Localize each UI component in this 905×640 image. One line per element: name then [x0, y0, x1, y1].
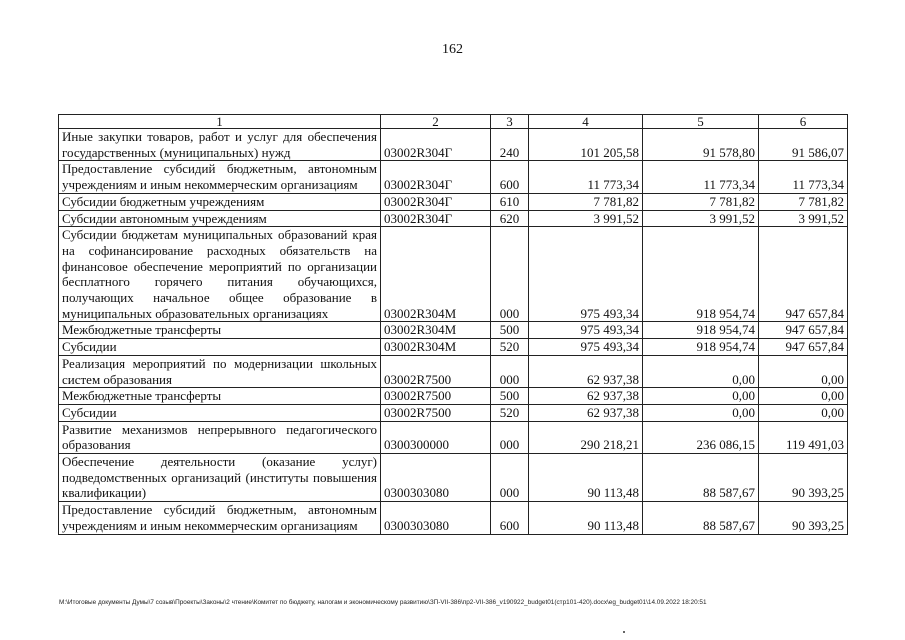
cell-v3: 90 393,25	[759, 454, 848, 502]
cell-v2: 236 086,15	[643, 421, 759, 453]
cell-v1: 290 218,21	[529, 421, 643, 453]
cell-code: 0300300000	[381, 421, 491, 453]
cell-desc: Субсидии бюджетам муниципальных образований края на софинансирование расходных обязательств на финансовое обеспечение мероприятий по организации бесплатного горячего питания обучающихся, получающих начальное общее образование в муниципальных образовательных организациях	[59, 227, 381, 322]
cell-v1: 62 937,38	[529, 355, 643, 387]
cell-type: 000	[491, 454, 529, 502]
cell-v2: 88 587,67	[643, 454, 759, 502]
cell-desc: Предоставление субсидий бюджетным, автономным учреждениям и иным некоммерческим организациям	[59, 502, 381, 534]
cell-v2: 7 781,82	[643, 193, 759, 210]
cell-v3: 0,00	[759, 404, 848, 421]
cell-type: 500	[491, 322, 529, 339]
cell-type: 600	[491, 502, 529, 534]
cell-v3: 0,00	[759, 388, 848, 405]
cell-v2: 88 587,67	[643, 502, 759, 534]
cell-v2: 918 954,74	[643, 227, 759, 322]
cell-v3: 947 657,84	[759, 339, 848, 356]
cell-v3: 90 393,25	[759, 502, 848, 534]
table-row	[59, 210, 848, 227]
cell-v1: 101 205,58	[529, 129, 643, 161]
table-row	[59, 322, 848, 339]
page-number: 162	[442, 42, 463, 57]
cell-v3: 7 781,82	[759, 193, 848, 210]
cell-type: 520	[491, 404, 529, 421]
cell-v1: 11 773,34	[529, 161, 643, 193]
cell-code: 0300303080	[381, 454, 491, 502]
table-row	[59, 227, 848, 322]
table-row	[59, 355, 848, 387]
cell-v1: 975 493,34	[529, 339, 643, 356]
column-header: 3	[491, 115, 529, 129]
cell-v3: 947 657,84	[759, 322, 848, 339]
cell-code: 03002R304Г	[381, 161, 491, 193]
cell-v3: 119 491,03	[759, 421, 848, 453]
cell-desc: Реализация мероприятий по модернизации школьных систем образования	[59, 355, 381, 387]
cell-v3: 91 586,07	[759, 129, 848, 161]
column-header: 1	[59, 115, 381, 129]
cell-v1: 3 991,52	[529, 210, 643, 227]
footer-file-path: M:\Итоговые документы Думы\7 созыв\Проекты\Законы\2 чтение\Комитет по бюджету, налогам и экономическому развитию\ЗП-VII-386\пр2-VII-386_v190922_budget01(стр101-420).docx\eg_budget01\14.09.2022 18:20:51	[59, 599, 707, 606]
cell-desc: Предоставление субсидий бюджетным, автономным учреждениям и иным некоммерческим организациям	[59, 161, 381, 193]
cell-v3: 11 773,34	[759, 161, 848, 193]
column-header: 2	[381, 115, 491, 129]
table-row	[59, 161, 848, 193]
table-row	[59, 421, 848, 453]
cell-desc: Субсидии	[59, 404, 381, 421]
cell-desc: Межбюджетные трансферты	[59, 322, 381, 339]
cell-v3: 947 657,84	[759, 227, 848, 322]
cell-type: 500	[491, 388, 529, 405]
cell-type: 000	[491, 421, 529, 453]
cell-v3: 0,00	[759, 355, 848, 387]
cell-v2: 0,00	[643, 404, 759, 421]
table-row	[59, 193, 848, 210]
cell-v2: 3 991,52	[643, 210, 759, 227]
cell-desc: Обеспечение деятельности (оказание услуг) подведомственных организаций (институты повышения квалификации)	[59, 454, 381, 502]
cell-v2: 0,00	[643, 355, 759, 387]
cell-code: 03002R304M	[381, 322, 491, 339]
cell-v3: 3 991,52	[759, 210, 848, 227]
cell-code: 03002R7500	[381, 404, 491, 421]
cell-desc: Развитие механизмов непрерывного педагогического образования	[59, 421, 381, 453]
cell-type: 610	[491, 193, 529, 210]
cell-code: 03002R304Г	[381, 129, 491, 161]
cell-v2: 918 954,74	[643, 322, 759, 339]
table-row	[59, 339, 848, 356]
table-row	[59, 454, 848, 502]
cell-code: 0300303080	[381, 502, 491, 534]
cell-type: 600	[491, 161, 529, 193]
cell-v1: 975 493,34	[529, 322, 643, 339]
cell-type: 000	[491, 355, 529, 387]
column-header: 6	[759, 115, 848, 129]
cell-code: 03002R7500	[381, 355, 491, 387]
budget-table	[58, 114, 848, 535]
cell-code: 03002R304Г	[381, 193, 491, 210]
cell-code: 03002R304M	[381, 339, 491, 356]
cell-code: 03002R7500	[381, 388, 491, 405]
cell-desc: Субсидии автономным учреждениям	[59, 210, 381, 227]
cell-type: 620	[491, 210, 529, 227]
cell-v1: 7 781,82	[529, 193, 643, 210]
cell-v1: 975 493,34	[529, 227, 643, 322]
cell-desc: Субсидии бюджетным учреждениям	[59, 193, 381, 210]
cell-v1: 90 113,48	[529, 502, 643, 534]
table-row	[59, 388, 848, 405]
column-header: 4	[529, 115, 643, 129]
cell-v1: 62 937,38	[529, 404, 643, 421]
cell-code: 03002R304M	[381, 227, 491, 322]
table-row	[59, 502, 848, 534]
cell-v2: 918 954,74	[643, 339, 759, 356]
cell-type: 000	[491, 227, 529, 322]
cell-v1: 62 937,38	[529, 388, 643, 405]
table-header-row	[59, 115, 848, 129]
cell-type: 240	[491, 129, 529, 161]
table-row	[59, 129, 848, 161]
cell-v2: 0,00	[643, 388, 759, 405]
cell-code: 03002R304Г	[381, 210, 491, 227]
scan-dot	[623, 631, 625, 633]
column-header: 5	[643, 115, 759, 129]
table-row	[59, 404, 848, 421]
cell-desc: Межбюджетные трансферты	[59, 388, 381, 405]
cell-v2: 11 773,34	[643, 161, 759, 193]
cell-v2: 91 578,80	[643, 129, 759, 161]
cell-desc: Субсидии	[59, 339, 381, 356]
cell-type: 520	[491, 339, 529, 356]
cell-desc: Иные закупки товаров, работ и услуг для обеспечения государственных (муниципальных) нужд	[59, 129, 381, 161]
cell-v1: 90 113,48	[529, 454, 643, 502]
